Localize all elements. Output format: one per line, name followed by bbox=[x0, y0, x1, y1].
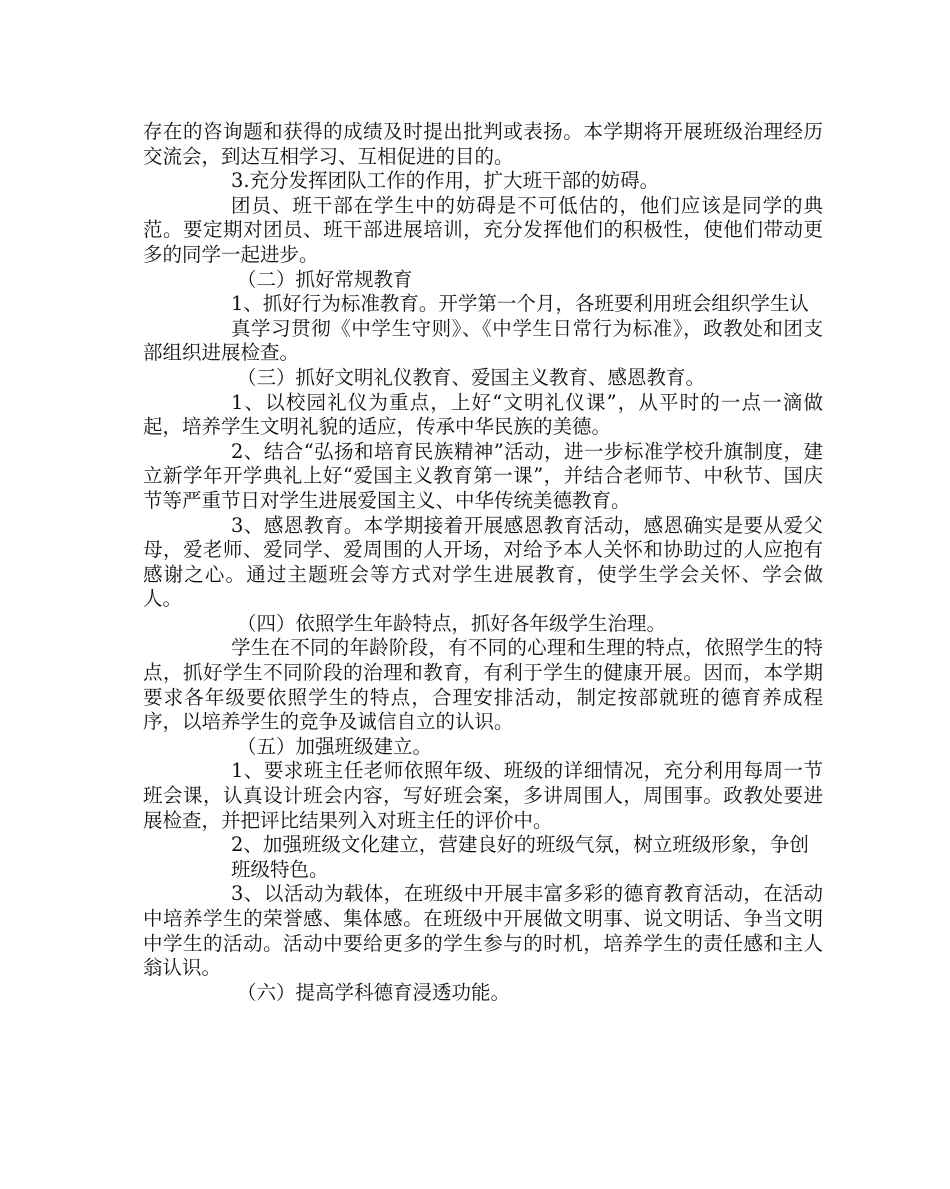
paragraph: 团员、班干部在学生中的妨碍是不可低估的，他们应该是同学的典范。要定期对团员、班干部进展培训，充分发挥他们的积极性，使他们带动更多的同学一起进步。 bbox=[143, 193, 823, 266]
paragraph: 真学习贯彻《中学生守则》、《中学生日常行为标准》，政教处和团支部组织进展检查。 bbox=[143, 316, 823, 365]
paragraph: 班级特色。 bbox=[231, 857, 329, 881]
paragraph: 2、结合“弘扬和培育民族精神”活动，进一步标准学校升旗制度，建立新学年开学典礼上好“爱国主义教育第一课”，并结合老师节、中秋节、国庆节等严重节日对学生进展爱国主义、中华传统美德教育。 bbox=[143, 439, 823, 512]
paragraph: 3.充分发挥团队工作的作用，扩大班干部的妨碍。 bbox=[231, 169, 660, 193]
section-heading: （六）提高学科德育浸透功能。 bbox=[237, 980, 511, 1004]
section-heading: （二）抓好常规教育 bbox=[237, 267, 413, 291]
paragraph: 学生在不同的年龄阶段，有不同的心理和生理的特点，依照学生的特点，抓好学生不同阶段的治理和教育，有利于学生的健康开展。因而，本学期要求各年级要依照学生的特点，合理安排活动，制定按部就班的德育养成程序，以培养学生的竞争及诚信自立的认识。 bbox=[143, 636, 823, 734]
paragraph: 2、加强班级文化建立，营建良好的班级气氛，树立班级形象，争创 bbox=[231, 833, 809, 857]
paragraph: 存在的咨询题和获得的成绩及时提出批判或表扬。本学期将开展班级治理经历交流会，到达互相学习、互相促进的目的。 bbox=[143, 120, 823, 168]
paragraph: 3、以活动为载体，在班级中开展丰富多彩的德育教育活动，在活动中培养学生的荣誉感、集体感。在班级中开展做文明事、说文明话、争当文明中学生的活动。活动中要给更多的学生参与的时机，培养学生的责任感和主人翁认识。 bbox=[143, 882, 823, 980]
paragraph: 1、以校园礼仪为重点，上好“文明礼仪课”，从平时的一点一滴做起，培养学生文明礼貌的适应，传承中华民族的美德。 bbox=[143, 390, 823, 439]
document-body bbox=[143, 120, 823, 1005]
section-heading: （三）抓好文明礼仪教育、爱国主义教育、感恩教育。 bbox=[237, 365, 706, 389]
paragraph: 1、要求班主任老师依照年级、班级的详细情况，充分利用每周一节班会课，认真设计班会内容，写好班会案，多讲周围人，周围事。政教处要进展检查，并把评比结果列入对班主任的评价中。 bbox=[143, 759, 823, 832]
paragraph: 3、感恩教育。本学期接着开展感恩教育活动，感恩确实是要从爱父母，爱老师、爱同学、爱周围的人开场，对给予本人关怀和协助过的人应抱有感谢之心。通过主题班会等方式对学生进展教育，使学生学会关怀、学会做人。 bbox=[143, 513, 823, 611]
section-heading: （五）加强班级建立。 bbox=[237, 734, 433, 758]
section-heading: （四）依照学生年龄特点，抓好各年级学生治理。 bbox=[237, 611, 667, 635]
paragraph: 1、抓好行为标准教育。开学第一个月，各班要利用班会组织学生认 bbox=[231, 292, 809, 316]
